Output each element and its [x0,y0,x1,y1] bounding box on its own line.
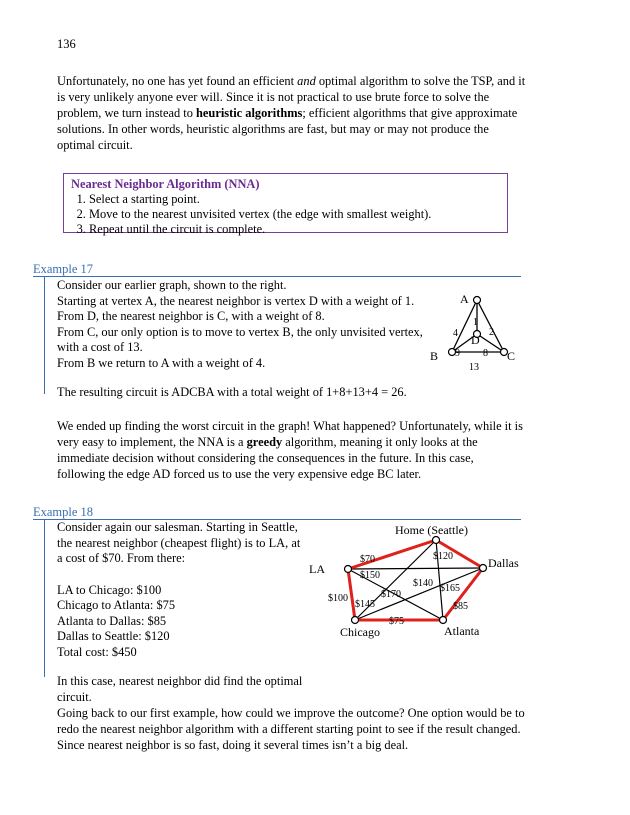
example-18-body [57,520,317,705]
example-17-line: From B we return to A with a weight of 4. [57,355,266,370]
edge-ac [477,300,504,352]
intro-text-3: ; efficient algorithms that give approximate solutions. In other words, heuristic algorithms are fast, but may or may not produce the optimal circuit. [57,106,518,152]
edge-weight: 4 [453,328,458,339]
vertex-label: Dallas [488,556,519,570]
edge-weight: $150 [360,570,380,581]
greedy-text-2: algorithm, meaning it only looks at the immediate decision without considering the consequences in the future. In this case, following the edge AD forced us to use the very expensive edge BC later. [57,435,478,481]
vertex-label: D [471,333,480,347]
example-18-line: Consider again our salesman. Starting in Seattle, [57,520,298,534]
vertex-label: C [507,349,516,363]
example-17-line: From C, our only option is to move to vertex B, the only unvisited vertex, [57,324,423,339]
vertex-label: A [460,292,469,306]
example-18-sidebar [44,519,45,677]
vertex-label: B [430,349,439,363]
edge-weight: $75 [389,616,404,627]
example-18-conclusion: In this case, nearest neighbor did find the optimal circuit. [57,674,303,704]
vertex-la [345,566,352,573]
example-18-line: Atlanta to Dallas: $85 [57,613,167,628]
closing-paragraph [57,705,525,753]
vertex-atlanta [440,617,447,624]
edge-weight: $170 [381,589,401,600]
vertex-label: Atlanta [444,624,480,638]
greedy-paragraph [57,418,523,482]
edge-la-chicago [348,569,355,620]
example-17-line: Consider our earlier graph, shown to the right. [57,278,287,292]
example-18-heading: Example 18 [33,505,94,519]
vertex-chicago [352,617,359,624]
nna-algorithm-box [63,173,508,236]
edge-weight: $140 [413,578,433,589]
example-17-result: The resulting circuit is ADCBA with a total weight of 1+8+13+4 = 26. [57,385,407,399]
edge-la-dallas [348,568,483,569]
example-17-rule [33,276,521,277]
example-17-body [57,278,437,401]
vertex-label: Home (Seattle) [395,523,468,537]
intro-text-1: Unfortunately, no one has yet found an efficient [57,74,298,88]
edge-weight: $165 [440,583,460,594]
intro-paragraph [57,73,527,153]
example-17-heading: Example 17 [33,262,94,276]
nna-step: 2. Move to the nearest unvisited vertex (the edge with smallest weight). [89,207,500,222]
vertex-seattle [433,537,440,544]
example-17-sidebar [44,276,45,394]
salesman-graph [300,522,525,644]
example-18-line: Chicago to Atlanta: $75 [57,598,176,612]
intro-bold-term: heuristic algorithms [196,106,303,120]
intro-text-2: optimal algorithm to solve the TSP, and it is very unlikely anyone ever will. Since it is not practical to use brute force to solve the problem, we turn instead to [57,74,526,120]
example-18-line: Dallas to Seattle: $120 [57,629,170,643]
example-18-line: Total cost: $450 [57,644,137,659]
nna-title: Nearest Neighbor Algorithm (NNA) [71,177,260,191]
edge-weight: $70 [360,554,375,565]
abcd-graph [425,288,525,378]
nna-step: 1. Select a starting point. [89,192,500,207]
closing-text: Going back to our first example, how could we improve the outcome? One option would be to redo the nearest neighbor algorithm with a different starting point to see if the result changed. Since nearest neighbor is so fast, doing it several times isn’t a big deal. [57,706,525,752]
edge-weight: 2 [489,327,494,338]
edge-weight: $145 [355,599,375,610]
vertex-label: Chicago [340,625,380,639]
example-18-line: a cost of $70. From there: [57,551,186,565]
example-17-line: From D, the nearest neighbor is C, with a weight of 8. [57,309,325,323]
greedy-text-1: We ended up finding the worst circuit in the graph! What happened? Unfortunately, while it is very easy to implement, the NNA is a [57,419,523,449]
intro-emphasis: and [297,74,316,88]
edge-weight: 13 [469,362,479,373]
edge-weight: $120 [433,551,453,562]
vertex-label: LA [309,562,325,576]
edge-weight: 9 [455,348,460,359]
example-18-line: the nearest neighbor (cheapest flight) is to LA, at [57,535,301,550]
edge-weight: $85 [453,601,468,612]
edge-weight: $100 [328,593,348,604]
page-number: 136 [57,37,76,51]
greedy-bold-term: greedy [246,435,283,449]
vertex-dallas [480,565,487,572]
example-17-line: Starting at vertex A, the nearest neighbor is vertex D with a weight of 1. [57,293,415,308]
example-18-line: LA to Chicago: $100 [57,582,162,597]
nna-step: 3. Repeat until the circuit is complete. [89,222,500,237]
example-17-line: with a cost of 13. [57,340,143,354]
edge-weight: 1 [473,317,478,328]
nna-steps [71,192,500,237]
edge-weight: 8 [483,348,488,359]
vertex-a [474,297,481,304]
